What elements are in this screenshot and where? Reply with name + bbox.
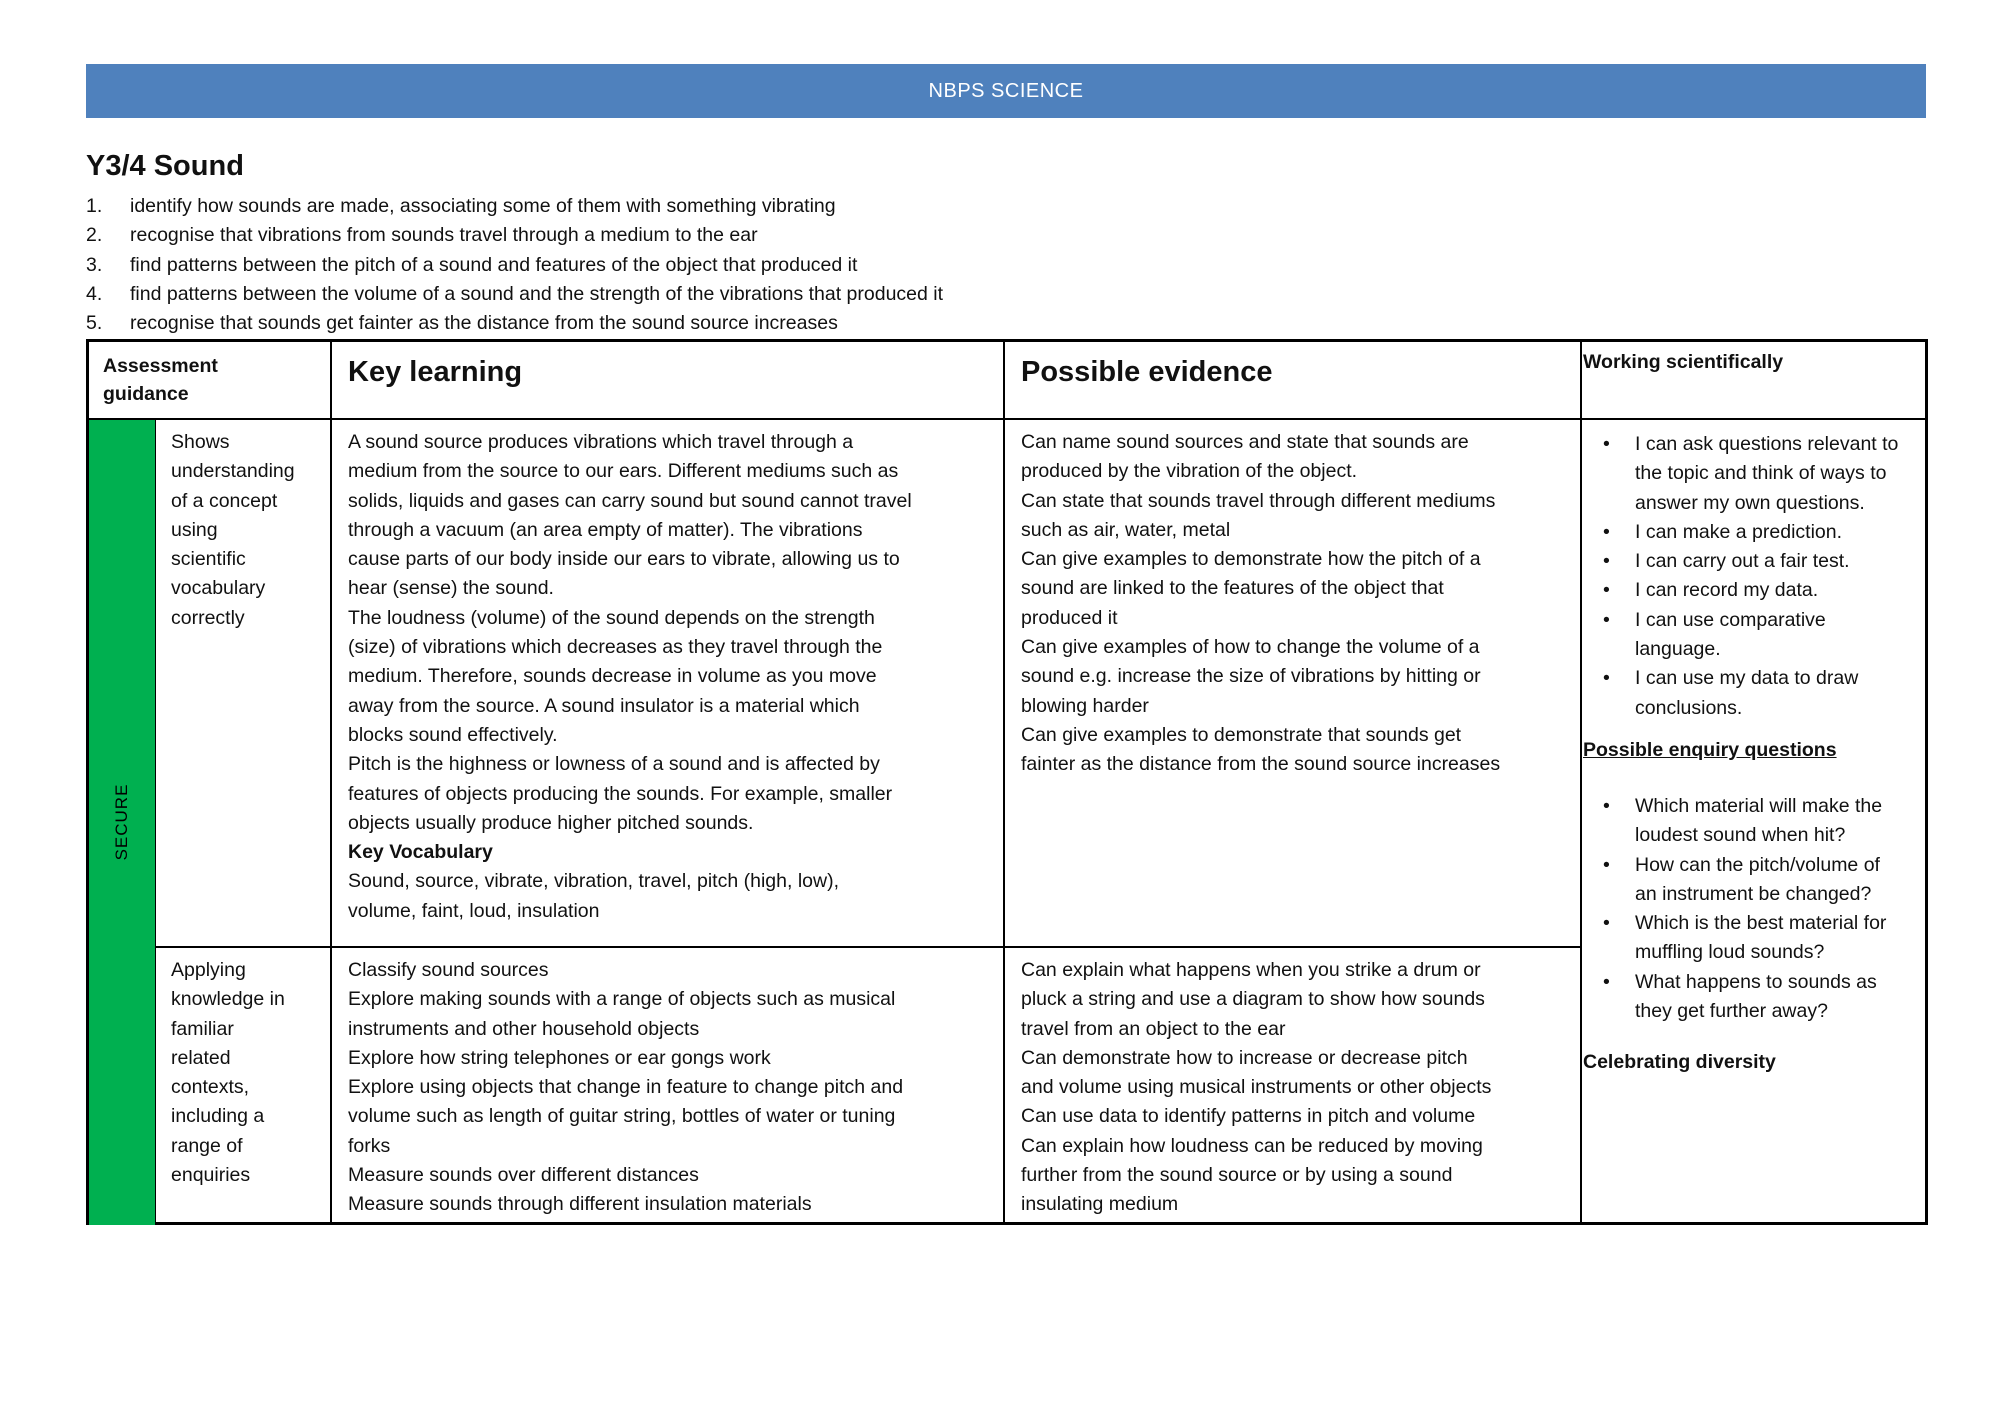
evidence-line: sound are linked to the features of the object that: [1021, 577, 1444, 600]
header-key-learning: Key learning: [348, 356, 523, 388]
evidence-line: Can give examples to demonstrate how the pitch of a: [1021, 548, 1481, 571]
guidance-line: contexts,: [171, 1076, 250, 1099]
key-learning-line: The loudness (volume) of the sound depends on the strength: [348, 606, 875, 629]
guidance-line: familiar: [171, 1017, 234, 1040]
skill-item: [1583, 664, 1923, 723]
question-line: muffling loud sounds?: [1635, 941, 1825, 964]
objective-item: [86, 280, 943, 309]
key-learning-line: hear (sense) the sound.: [348, 577, 554, 600]
evidence-line: Can give examples of how to change the volume of a: [1021, 636, 1480, 659]
evidence-line: produced it: [1021, 606, 1118, 629]
vocabulary-line: volume, faint, loud, insulation: [348, 899, 600, 922]
guidance-line: scientific: [171, 548, 246, 571]
guidance-line: correctly: [171, 606, 245, 629]
assessment-table: [86, 339, 1928, 1225]
key-learning-line: (size) of vibrations which decreases as they travel through the: [348, 636, 883, 659]
bullet-icon: •: [1603, 433, 1610, 455]
skill-line: answer my own questions.: [1635, 491, 1865, 514]
enquiry-questions-heading: Possible enquiry questions: [1583, 738, 1837, 761]
key-learning-line: through a vacuum (an area empty of matter). The vibrations: [348, 518, 863, 541]
key-learning-line: solids, liquids and gases can carry sound but sound cannot travel: [348, 489, 912, 512]
guidance-line: using: [171, 518, 218, 541]
evidence-line: insulating medium: [1021, 1193, 1179, 1216]
guidance-line: including a: [171, 1105, 265, 1128]
vocabulary-line: Sound, source, vibrate, vibration, travel, pitch (high, low),: [348, 870, 839, 893]
key-learning-line: A sound source produces vibrations which travel through a: [348, 431, 854, 453]
guidance-line: related: [171, 1046, 231, 1069]
evidence-line: Can state that sounds travel through different mediums: [1021, 489, 1496, 512]
key-learning-line: blocks sound effectively.: [348, 723, 558, 746]
header-banner: NBPS SCIENCE: [86, 64, 1926, 118]
skill-item: [1583, 430, 1923, 518]
objective-item: [86, 192, 943, 221]
skill-line: I can make a prediction.: [1635, 520, 1843, 543]
guidance-line: understanding: [171, 460, 295, 483]
secure-label: SECURE: [112, 783, 131, 861]
bullet-icon: •: [1603, 853, 1610, 876]
question-item: [1583, 909, 1923, 968]
celebrating-diversity-heading: Celebrating diversity: [1583, 1051, 1776, 1074]
header-possible-evidence: Possible evidence: [1021, 356, 1273, 388]
key-learning-line: forks: [348, 1134, 391, 1157]
evidence-line: Can explain how loudness can be reduced by moving: [1021, 1134, 1483, 1157]
evidence-line: and volume using musical instruments or other objects: [1021, 1076, 1492, 1099]
objective-number: 4.: [86, 282, 103, 305]
evidence-line: Can use data to identify patterns in pitch and volume: [1021, 1105, 1476, 1128]
header-working-scientifically: Working scientifically: [1583, 351, 1784, 373]
objective-text: find patterns between the volume of a sound and the strength of the vibrations that produced it: [130, 282, 944, 305]
key-learning-line: objects usually produce higher pitched sounds.: [348, 811, 754, 834]
row1-guidance: [171, 428, 326, 633]
key-learning-line: Explore using objects that change in feature to change pitch and: [348, 1076, 904, 1099]
key-learning-line: instruments and other household objects: [348, 1017, 700, 1040]
objective-item: [86, 309, 943, 338]
header-assessment-line: Assessment: [103, 355, 218, 377]
objective-number: 5.: [86, 312, 103, 335]
objective-text: find patterns between the pitch of a sound and features of the object that produced it: [130, 253, 858, 276]
key-learning-line: medium. Therefore, sounds decrease in volume as you move: [348, 665, 877, 688]
skill-item: [1583, 606, 1923, 665]
key-learning-line: Measure sounds over different distances: [348, 1164, 699, 1187]
column-divider: [1580, 342, 1582, 1222]
objective-text: identify how sounds are made, associating some of them with something vibrating: [130, 195, 836, 217]
column-divider: [330, 342, 332, 1222]
row2-key-learning: [348, 956, 998, 1220]
key-learning-line: Measure sounds through different insulation materials: [348, 1193, 812, 1216]
row1-evidence: [1021, 428, 1576, 780]
page-title: Y3/4 Sound: [86, 150, 244, 182]
key-learning-line: Classify sound sources: [348, 959, 549, 981]
evidence-line: Can give examples to demonstrate that sounds get: [1021, 723, 1462, 746]
question-line: they get further away?: [1635, 1000, 1828, 1023]
key-learning-line: features of objects producing the sounds. For example, smaller: [348, 782, 893, 805]
objective-number: 1.: [86, 195, 103, 217]
objectives-list: [86, 192, 943, 338]
key-learning-line: cause parts of our body inside our ears to vibrate, allowing us to: [348, 548, 900, 571]
skill-line: I can use comparative: [1635, 608, 1826, 631]
guidance-line: enquiries: [171, 1164, 251, 1187]
key-learning-line: volume such as length of guitar string, bottles of water or tuning: [348, 1105, 896, 1128]
question-line: Which is the best material for: [1635, 912, 1887, 935]
guidance-line: Shows: [171, 431, 230, 453]
bullet-icon: •: [1603, 550, 1610, 573]
key-learning-line: Explore how string telephones or ear gongs work: [348, 1046, 771, 1069]
skill-line: I can record my data.: [1635, 579, 1819, 602]
skill-item: [1583, 576, 1923, 605]
question-line: loudest sound when hit?: [1635, 824, 1846, 847]
bullet-icon: •: [1603, 579, 1610, 602]
key-learning-line: away from the source. A sound insulator is a material which: [348, 694, 860, 717]
guidance-line: knowledge in: [171, 988, 285, 1011]
evidence-line: Can explain what happens when you strike a drum or: [1021, 959, 1481, 981]
key-learning-line: Explore making sounds with a range of objects such as musical: [348, 988, 896, 1011]
skill-line: I can use my data to draw: [1635, 667, 1859, 690]
skill-line: language.: [1635, 638, 1721, 661]
objective-text: recognise that vibrations from sounds travel through a medium to the ear: [130, 224, 758, 247]
objective-item: [86, 221, 943, 250]
bullet-icon: •: [1603, 794, 1610, 817]
evidence-line: sound e.g. increase the size of vibrations by hitting or: [1021, 665, 1481, 688]
skill-line: I can carry out a fair test.: [1635, 550, 1850, 573]
guidance-line: Applying: [171, 959, 246, 981]
evidence-line: fainter as the distance from the sound source increases: [1021, 753, 1501, 776]
column-divider: [1003, 342, 1005, 1222]
guidance-line: vocabulary: [171, 577, 266, 600]
question-line: an instrument be changed?: [1635, 882, 1872, 905]
question-line: Which material will make the: [1635, 794, 1883, 817]
evidence-line: such as air, water, metal: [1021, 518, 1231, 541]
bullet-icon: •: [1603, 912, 1610, 935]
evidence-line: Can demonstrate how to increase or decrease pitch: [1021, 1046, 1468, 1069]
header-assessment-line: guidance: [103, 383, 189, 405]
question-item: [1583, 851, 1923, 910]
objective-item: [86, 251, 943, 280]
evidence-line: produced by the vibration of the object.: [1021, 460, 1358, 483]
bullet-icon: •: [1603, 970, 1610, 993]
evidence-line: blowing harder: [1021, 694, 1149, 717]
objective-number: 2.: [86, 224, 103, 247]
key-learning-line: Pitch is the highness or lowness of a sound and is affected by: [348, 753, 880, 776]
question-line: How can the pitch/volume of: [1635, 853, 1880, 876]
row-divider: [155, 946, 1581, 948]
skills-list: [1583, 430, 1923, 723]
key-learning-line: medium from the source to our ears. Different mediums such as: [348, 460, 899, 483]
evidence-line: pluck a string and use a diagram to show how sounds: [1021, 988, 1485, 1011]
skill-line: the topic and think of ways to: [1635, 462, 1887, 485]
skill-item: [1583, 518, 1923, 547]
row2-evidence: [1021, 956, 1576, 1220]
question-item: [1583, 968, 1923, 1027]
question-item: [1583, 792, 1923, 851]
evidence-line: further from the sound source or by using a sound: [1021, 1164, 1453, 1187]
header-row-divider: [89, 418, 1925, 420]
enquiry-questions-list: [1583, 792, 1923, 1026]
skill-line: I can ask questions relevant to: [1635, 433, 1899, 455]
working-scientifically-column: [1583, 430, 1923, 1076]
header-assessment-guidance: [103, 352, 323, 408]
evidence-line: travel from an object to the ear: [1021, 1017, 1286, 1040]
question-line: What happens to sounds as: [1635, 970, 1877, 993]
bullet-icon: •: [1603, 520, 1610, 543]
row1-key-learning: [348, 428, 998, 926]
bullet-icon: •: [1603, 608, 1610, 631]
skill-line: conclusions.: [1635, 696, 1743, 719]
guidance-line: of a concept: [171, 489, 278, 512]
evidence-line: Can name sound sources and state that sounds are: [1021, 431, 1469, 453]
skill-item: [1583, 547, 1923, 576]
guidance-line: range of: [171, 1134, 243, 1157]
bullet-icon: •: [1603, 667, 1610, 690]
objective-number: 3.: [86, 253, 103, 276]
key-vocabulary-heading: Key Vocabulary: [348, 841, 493, 864]
row2-guidance: [171, 956, 326, 1190]
objective-text: recognise that sounds get fainter as the distance from the sound source increases: [130, 312, 838, 335]
